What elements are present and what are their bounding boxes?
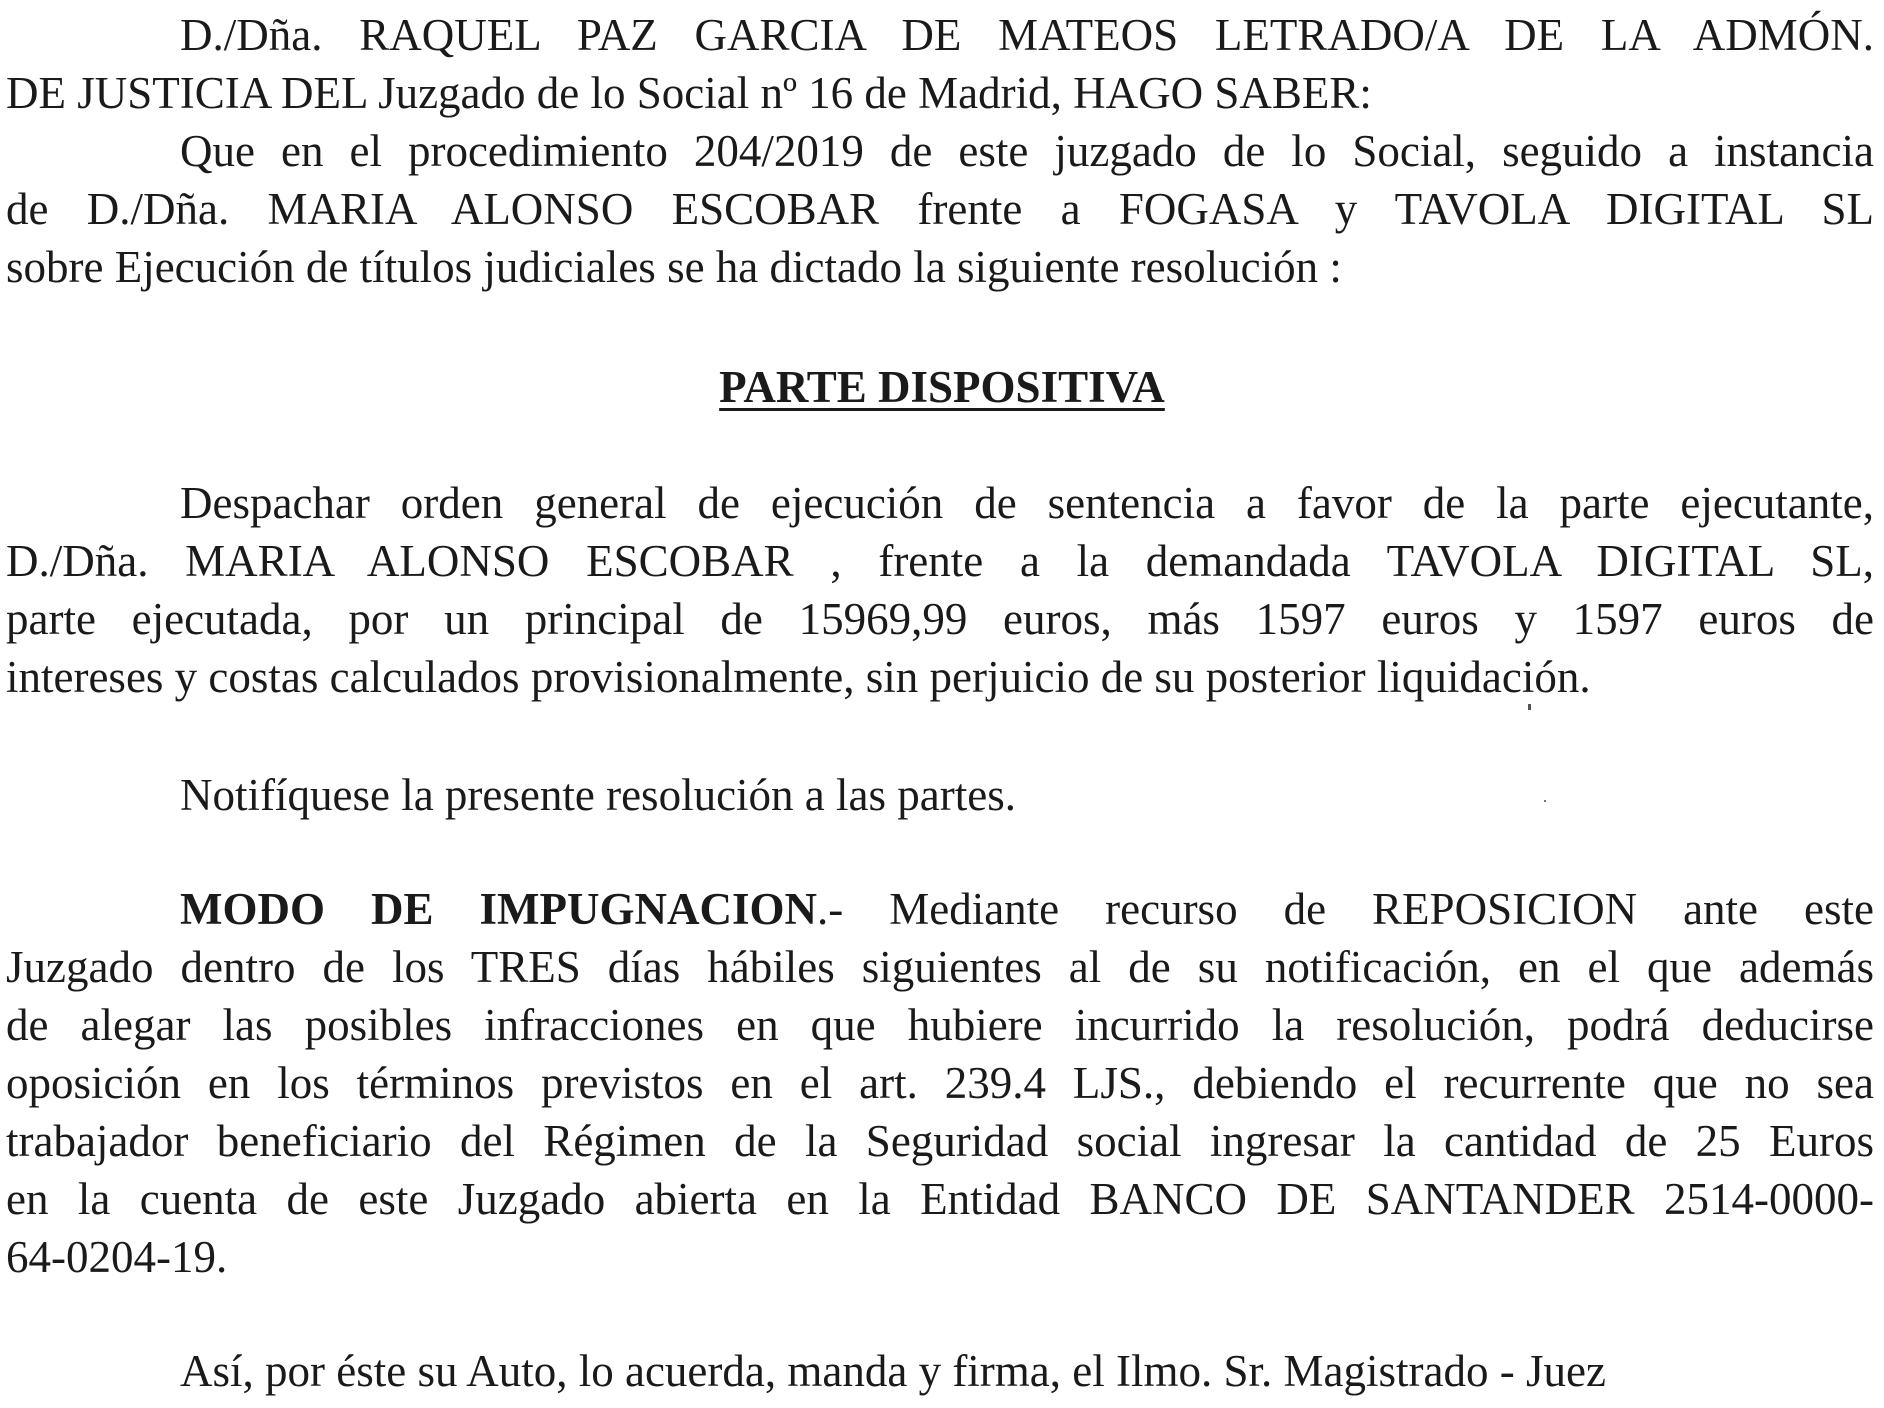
para1-line-1: Que en el procedimiento 204/2019 de este juzgado de lo Social, seguido a instancia bbox=[180, 126, 1874, 176]
impugnacion-label: MODO DE IMPUGNACION bbox=[180, 884, 817, 934]
para2-line-4: intereses y costas calculados provisionalmente, sin perjuicio de su posterior liquidación. bbox=[6, 652, 1591, 702]
para4-line-4: oposición en los términos previstos en el art. 239.4 LJS., debiendo el recurrente que no sea bbox=[6, 1058, 1874, 1108]
para4-line-1-rest: .- Mediante recurso de REPOSICION ante este bbox=[816, 884, 1874, 934]
para4-line-5: trabajador beneficiario del Régimen de la Seguridad social ingresar la cantidad de 25 Euros bbox=[6, 1116, 1874, 1166]
scan-speck bbox=[1528, 704, 1531, 710]
para2-line-2: D./Dña. MARIA ALONSO ESCOBAR , frente a la demandada TAVOLA DIGITAL SL, bbox=[6, 536, 1874, 586]
para5-line: Así, por éste su Auto, lo acuerda, manda y firma, el Ilmo. Sr. Magistrado - Juez bbox=[180, 1346, 1606, 1396]
intro-line-1: D./Dña. RAQUEL PAZ GARCIA DE MATEOS LETRADO/A DE LA ADMÓN. bbox=[180, 10, 1874, 60]
para4-line-6: en la cuenta de este Juzgado abierta en la Entidad BANCO DE SANTANDER 2514-0000- bbox=[6, 1174, 1874, 1224]
para2-line-3: parte ejecutada, por un principal de 15969,99 euros, más 1597 euros y 1597 euros de bbox=[6, 594, 1874, 644]
para1-line-2: de D./Dña. MARIA ALONSO ESCOBAR frente a FOGASA y TAVOLA DIGITAL SL bbox=[6, 184, 1874, 234]
para1-line-3: sobre Ejecución de títulos judiciales se ha dictado la siguiente resolución : bbox=[6, 242, 1342, 292]
para3-line: Notifíquese la presente resolución a las partes. bbox=[180, 770, 1016, 820]
intro-line-2: DE JUSTICIA DEL Juzgado de lo Social nº 16 de Madrid, HAGO SABER: bbox=[6, 68, 1372, 118]
para4-line-1 bbox=[180, 880, 1874, 938]
para4-line-2: Juzgado dentro de los TRES días hábiles siguientes al de su notificación, en el que además bbox=[6, 942, 1874, 992]
para2-line-1: Despachar orden general de ejecución de sentencia a favor de la parte ejecutante, bbox=[180, 478, 1874, 528]
scan-dot bbox=[1544, 800, 1546, 802]
para4-line-7: 64-0204-19. bbox=[6, 1232, 228, 1282]
para4-line-3: de alegar las posibles infracciones en que hubiere incurrido la resolución, podrá deducirse bbox=[6, 1000, 1874, 1050]
section-heading: PARTE DISPOSITIVA bbox=[719, 362, 1165, 412]
